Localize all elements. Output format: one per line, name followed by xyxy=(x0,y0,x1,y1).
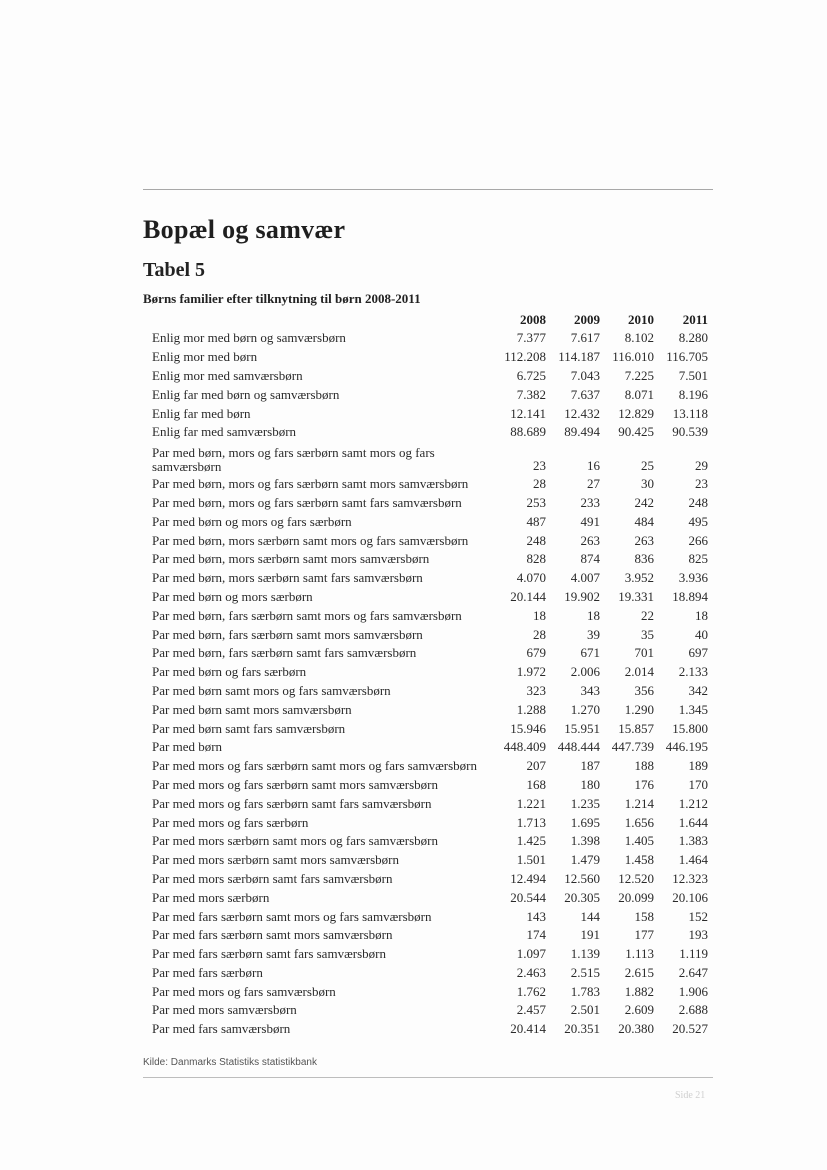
statistics-table xyxy=(148,310,710,1039)
cell-value: 88.689 xyxy=(510,424,546,440)
row-label: Par med mors særbørn samt mors samværsbørn xyxy=(152,852,399,868)
cell-value: 28 xyxy=(533,476,546,492)
cell-value: 8.196 xyxy=(678,386,708,402)
table-row xyxy=(148,982,710,1001)
table-row xyxy=(148,813,710,832)
row-label: Par med børn, mors og fars særbørn samt mors samværsbørn xyxy=(152,476,469,492)
row-label: Par med børn, mors særbørn samt mors og fars samværsbørn xyxy=(152,532,469,548)
cell-value: 2.647 xyxy=(678,964,708,980)
cell-value: 2.006 xyxy=(570,664,600,680)
cell-value: 2.463 xyxy=(516,964,546,980)
cell-value: 18 xyxy=(533,607,546,623)
cell-value: 6.725 xyxy=(516,367,546,383)
cell-value: 12.494 xyxy=(510,870,546,886)
cell-value: 7.043 xyxy=(570,367,600,383)
cell-value: 180 xyxy=(580,776,600,792)
table-row xyxy=(148,367,710,386)
cell-value: 825 xyxy=(688,551,708,567)
cell-value: 1.644 xyxy=(678,814,708,830)
cell-value: 1.458 xyxy=(624,852,654,868)
row-label: Par med børn, mors særbørn samt fars samværsbørn xyxy=(152,570,423,586)
cell-value: 671 xyxy=(580,645,600,661)
table-row xyxy=(148,404,710,423)
cell-value: 1.221 xyxy=(516,795,546,811)
cell-value: 1.425 xyxy=(516,833,546,849)
cell-value: 20.305 xyxy=(564,889,600,905)
header-row xyxy=(148,310,710,329)
table-body xyxy=(148,329,710,1039)
cell-value: 170 xyxy=(688,776,708,792)
row-label: Par med mors og fars samværsbørn xyxy=(152,983,336,999)
table-row xyxy=(148,512,710,531)
row-label: Enlig mor med samværsbørn xyxy=(152,367,303,383)
table-row xyxy=(148,329,710,348)
cell-value: 1.972 xyxy=(516,664,546,680)
row-label: Par med børn og mors og fars særbørn xyxy=(152,513,352,529)
cell-value: 177 xyxy=(634,927,654,943)
cell-value: 12.141 xyxy=(510,405,546,421)
cell-value: 19.902 xyxy=(564,588,600,604)
cell-value: 12.432 xyxy=(564,405,600,421)
table-row xyxy=(148,550,710,569)
cell-value: 1.235 xyxy=(570,795,600,811)
header-label-empty xyxy=(148,310,494,329)
table-row xyxy=(148,385,710,404)
cell-value: 29 xyxy=(695,457,708,473)
cell-value: 448.409 xyxy=(503,739,546,755)
cell-value: 12.520 xyxy=(618,870,654,886)
row-label: Par med børn, mors særbørn samt mors samværsbørn xyxy=(152,551,430,567)
cell-value: 23 xyxy=(533,457,546,473)
cell-value: 189 xyxy=(688,758,708,774)
cell-value: 19.331 xyxy=(618,588,654,604)
cell-value: 176 xyxy=(634,776,654,792)
cell-value: 90.425 xyxy=(618,424,654,440)
cell-value: 233 xyxy=(580,494,600,510)
row-label: Par med mors og fars særbørn samt mors og fars samværsbørn xyxy=(152,758,477,774)
cell-value: 20.527 xyxy=(672,1021,708,1037)
cell-value: 143 xyxy=(526,908,546,924)
cell-value: 697 xyxy=(688,645,708,661)
cell-value: 836 xyxy=(634,551,654,567)
table-row xyxy=(148,757,710,776)
row-label: Par med mors særbørn xyxy=(152,889,270,905)
cell-value: 679 xyxy=(526,645,546,661)
row-label: Par med mors særbørn samt fars samværsbørn xyxy=(152,870,393,886)
cell-value: 1.383 xyxy=(678,833,708,849)
row-label: Enlig far med samværsbørn xyxy=(152,424,297,440)
cell-value: 2.014 xyxy=(624,664,654,680)
cell-value: 2.501 xyxy=(570,1002,600,1018)
table-row xyxy=(148,588,710,607)
cell-value: 1.119 xyxy=(679,946,708,962)
row-label: Par med børn, mors og fars særbørn samt fars samværsbørn xyxy=(152,494,462,510)
cell-value: 20.544 xyxy=(510,889,546,905)
cell-value: 1.214 xyxy=(624,795,654,811)
page-number: Side 21 xyxy=(675,1090,706,1101)
row-label: Par med børn samt mors og fars samværsbørn xyxy=(152,682,391,698)
bottom-divider xyxy=(143,1077,713,1078)
cell-value: 2.615 xyxy=(624,964,654,980)
cell-value: 1.345 xyxy=(678,701,708,717)
cell-value: 18.894 xyxy=(672,588,708,604)
row-label: Par med mors særbørn samt mors og fars samværsbørn xyxy=(152,833,438,849)
source-note: Kilde: Danmarks Statistiks statistikbank xyxy=(143,1057,317,1068)
cell-value: 191 xyxy=(580,927,600,943)
table-row xyxy=(148,964,710,983)
cell-value: 15.857 xyxy=(618,720,654,736)
cell-value: 1.656 xyxy=(624,814,654,830)
table-subtitle: Børns familier efter tilknytning til børn 2008-2011 xyxy=(143,291,421,306)
cell-value: 828 xyxy=(526,551,546,567)
cell-value: 248 xyxy=(526,532,546,548)
cell-value: 20.351 xyxy=(564,1021,600,1037)
cell-value: 701 xyxy=(634,645,654,661)
row-label: Par med børn, fars særbørn samt fars samværsbørn xyxy=(152,645,417,661)
table-row xyxy=(148,423,710,442)
table-row xyxy=(148,1001,710,1020)
column-header: 2011 xyxy=(682,311,708,327)
row-label: Par med mors og fars særbørn samt mors samværsbørn xyxy=(152,776,438,792)
table-row xyxy=(148,1020,710,1039)
cell-value: 174 xyxy=(526,927,546,943)
row-label: Par med børn, fars særbørn samt mors og fars samværsbørn xyxy=(152,607,462,623)
table-row xyxy=(148,348,710,367)
cell-value: 187 xyxy=(580,758,600,774)
table-row xyxy=(148,442,710,475)
cell-value: 1.695 xyxy=(570,814,600,830)
cell-value: 8.071 xyxy=(624,386,654,402)
cell-value: 7.617 xyxy=(570,330,600,346)
table-row xyxy=(148,851,710,870)
row-label: Par med børn xyxy=(152,739,223,755)
table-row xyxy=(148,700,710,719)
table-row xyxy=(148,945,710,964)
cell-value: 874 xyxy=(580,551,600,567)
cell-value: 35 xyxy=(641,626,654,642)
cell-value: 15.800 xyxy=(672,720,708,736)
cell-value: 90.539 xyxy=(672,424,708,440)
cell-value: 18 xyxy=(587,607,600,623)
cell-value: 3.936 xyxy=(678,570,708,586)
cell-value: 23 xyxy=(695,476,708,492)
cell-value: 491 xyxy=(580,513,600,529)
cell-value: 18 xyxy=(695,607,708,623)
row-label: Enlig far med børn og samværsbørn xyxy=(152,386,340,402)
cell-value: 2.133 xyxy=(678,664,708,680)
cell-value: 20.144 xyxy=(510,588,546,604)
cell-value: 144 xyxy=(580,908,600,924)
row-label: Par med mors og fars særbørn xyxy=(152,814,309,830)
top-divider xyxy=(143,189,713,190)
cell-value: 1.139 xyxy=(570,946,600,962)
cell-value: 116.705 xyxy=(666,349,708,365)
cell-value: 2.457 xyxy=(516,1002,546,1018)
column-header: 2010 xyxy=(628,311,654,327)
column-header: 2008 xyxy=(520,311,546,327)
cell-value: 7.225 xyxy=(624,367,654,383)
table-row xyxy=(148,776,710,795)
cell-value: 447.739 xyxy=(611,739,654,755)
cell-value: 27 xyxy=(587,476,600,492)
cell-value: 152 xyxy=(688,908,708,924)
cell-value: 39 xyxy=(587,626,600,642)
row-label: Par med børn samt mors samværsbørn xyxy=(152,701,352,717)
table-row xyxy=(148,644,710,663)
cell-value: 20.380 xyxy=(618,1021,654,1037)
table-row xyxy=(148,870,710,889)
cell-value: 116.010 xyxy=(612,349,654,365)
table-title: Tabel 5 xyxy=(143,259,206,281)
cell-value: 188 xyxy=(634,758,654,774)
table-row xyxy=(148,606,710,625)
cell-value: 28 xyxy=(533,626,546,642)
row-label: Enlig far med børn xyxy=(152,405,251,421)
cell-value: 20.099 xyxy=(618,889,654,905)
row-label: Par med børn, mors og fars særbørn samt mors og fars samværsbørn xyxy=(152,444,435,474)
cell-value: 1.288 xyxy=(516,701,546,717)
table-row xyxy=(148,682,710,701)
cell-value: 168 xyxy=(526,776,546,792)
column-header: 2009 xyxy=(574,311,600,327)
table-row xyxy=(148,907,710,926)
cell-value: 15.951 xyxy=(564,720,600,736)
cell-value: 1.097 xyxy=(516,946,546,962)
cell-value: 448.444 xyxy=(557,739,600,755)
row-label: Par med fars særbørn samt mors og fars samværsbørn xyxy=(152,908,432,924)
table-row xyxy=(148,475,710,494)
cell-value: 356 xyxy=(634,682,654,698)
cell-value: 1.270 xyxy=(570,701,600,717)
cell-value: 158 xyxy=(634,908,654,924)
cell-value: 4.070 xyxy=(516,570,546,586)
cell-value: 207 xyxy=(526,758,546,774)
cell-value: 15.946 xyxy=(510,720,546,736)
cell-value: 7.377 xyxy=(516,330,546,346)
cell-value: 20.414 xyxy=(510,1021,546,1037)
row-label: Par med børn og fars særbørn xyxy=(152,664,307,680)
table-row xyxy=(148,794,710,813)
cell-value: 7.637 xyxy=(570,386,600,402)
table-row xyxy=(148,625,710,644)
row-label: Par med fars særbørn samt fars samværsbørn xyxy=(152,946,386,962)
cell-value: 193 xyxy=(688,927,708,943)
cell-value: 484 xyxy=(634,513,654,529)
cell-value: 2.609 xyxy=(624,1002,654,1018)
cell-value: 25 xyxy=(641,457,654,473)
table-row xyxy=(148,738,710,757)
cell-value: 1.501 xyxy=(516,852,546,868)
table-row xyxy=(148,832,710,851)
cell-value: 495 xyxy=(688,513,708,529)
table-row xyxy=(148,888,710,907)
cell-value: 8.102 xyxy=(624,330,654,346)
cell-value: 89.494 xyxy=(564,424,600,440)
cell-value: 4.007 xyxy=(570,570,600,586)
cell-value: 1.405 xyxy=(624,833,654,849)
table-row xyxy=(148,926,710,945)
row-label: Par med fars samværsbørn xyxy=(152,1021,291,1037)
table-row xyxy=(148,719,710,738)
cell-value: 1.398 xyxy=(570,833,600,849)
row-label: Par med børn, fars særbørn samt mors samværsbørn xyxy=(152,626,423,642)
table-row xyxy=(148,531,710,550)
section-title: Bopæl og samvær xyxy=(143,215,346,244)
cell-value: 40 xyxy=(695,626,708,642)
cell-value: 323 xyxy=(526,682,546,698)
row-label: Par med fars særbørn samt mors samværsbørn xyxy=(152,927,393,943)
cell-value: 1.479 xyxy=(570,852,600,868)
cell-value: 8.280 xyxy=(678,330,708,346)
cell-value: 2.688 xyxy=(678,1002,708,1018)
cell-value: 253 xyxy=(526,494,546,510)
row-label: Par med mors og fars særbørn samt fars samværsbørn xyxy=(152,795,432,811)
cell-value: 1.290 xyxy=(624,701,654,717)
table-row xyxy=(148,494,710,513)
cell-value: 1.464 xyxy=(678,852,708,868)
cell-value: 1.906 xyxy=(678,983,708,999)
cell-value: 487 xyxy=(526,513,546,529)
cell-value: 342 xyxy=(688,682,708,698)
cell-value: 16 xyxy=(587,457,600,473)
cell-value: 13.118 xyxy=(672,405,708,421)
cell-value: 1.713 xyxy=(516,814,546,830)
cell-value: 12.829 xyxy=(618,405,654,421)
cell-value: 20.106 xyxy=(672,889,708,905)
cell-value: 1.113 xyxy=(625,946,654,962)
cell-value: 446.195 xyxy=(665,739,708,755)
cell-value: 2.515 xyxy=(570,964,600,980)
cell-value: 242 xyxy=(634,494,654,510)
row-label: Par med børn samt fars samværsbørn xyxy=(152,720,346,736)
row-label: Enlig mor med børn xyxy=(152,349,258,365)
cell-value: 1.212 xyxy=(678,795,708,811)
cell-value: 1.882 xyxy=(624,983,654,999)
cell-value: 263 xyxy=(634,532,654,548)
cell-value: 248 xyxy=(688,494,708,510)
table-row xyxy=(148,569,710,588)
cell-value: 112.208 xyxy=(504,349,546,365)
cell-value: 22 xyxy=(641,607,654,623)
row-label: Par med mors samværsbørn xyxy=(152,1002,297,1018)
cell-value: 12.323 xyxy=(672,870,708,886)
cell-value: 7.382 xyxy=(516,386,546,402)
cell-value: 7.501 xyxy=(678,367,708,383)
row-label: Enlig mor med børn og samværsbørn xyxy=(152,330,346,346)
cell-value: 343 xyxy=(580,682,600,698)
cell-value: 3.952 xyxy=(624,570,654,586)
cell-value: 1.783 xyxy=(570,983,600,999)
cell-value: 266 xyxy=(688,532,708,548)
row-label: Par med børn og mors særbørn xyxy=(152,588,313,604)
cell-value: 30 xyxy=(641,476,654,492)
cell-value: 114.187 xyxy=(558,349,600,365)
table-row xyxy=(148,663,710,682)
cell-value: 263 xyxy=(580,532,600,548)
row-label: Par med fars særbørn xyxy=(152,964,263,980)
cell-value: 1.762 xyxy=(516,983,546,999)
cell-value: 12.560 xyxy=(564,870,600,886)
